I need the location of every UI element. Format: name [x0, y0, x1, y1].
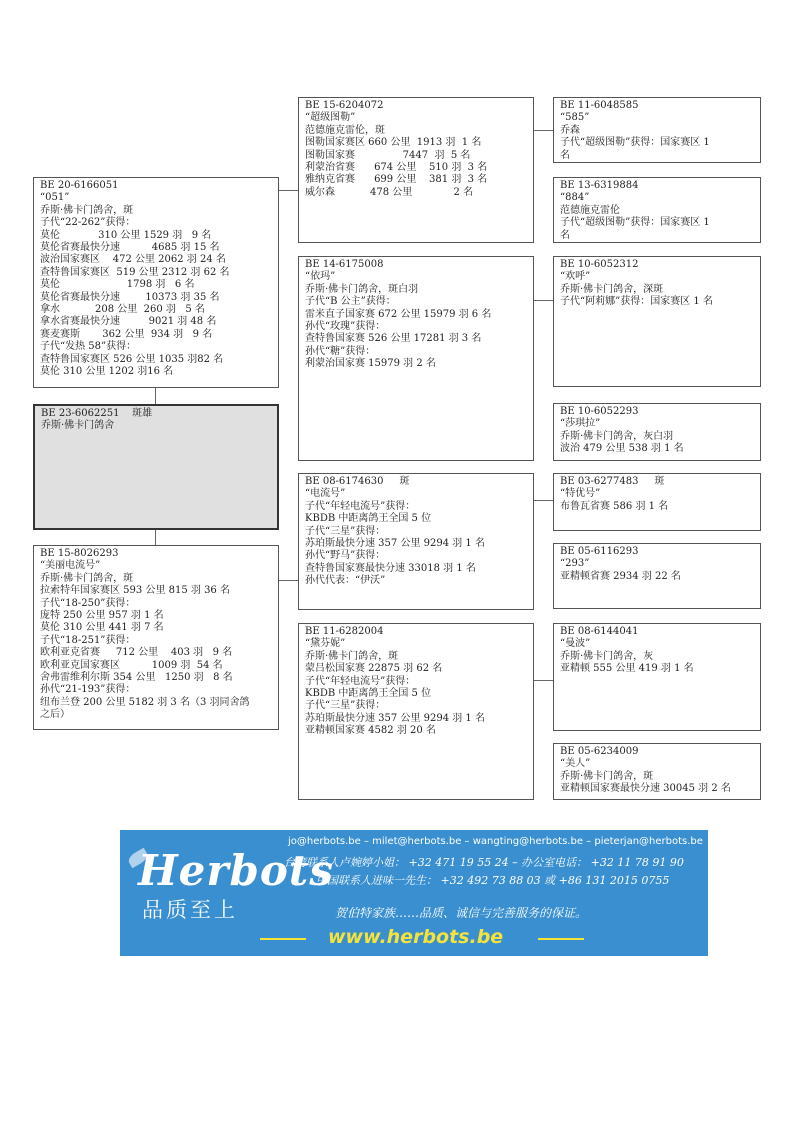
record-line: 子代“超级图勒”获得：国家赛区 1: [560, 137, 710, 149]
record-line: 孙代“野马”获得：: [305, 550, 386, 562]
record-line: 乔斯·佛卡门鸽舍，斑: [560, 770, 654, 782]
record-line: KBDB 中距离鸽王全国 5 位: [305, 688, 432, 700]
record-line: “293”: [560, 558, 590, 570]
ring-number: BE 23-6062251 斑雄: [41, 408, 153, 419]
record-line: “黛芬妮”: [305, 638, 346, 650]
china-contact: 中国联系人进味一先生： +32 492 73 88 03 或 +86 131 2015 0755: [316, 874, 670, 887]
record-line: 雅纳克省赛 699 公里 381 羽 3 名: [305, 174, 488, 186]
dam-box: [33, 545, 279, 730]
ring-number: BE 08-6144041: [560, 626, 639, 637]
record-line: 查特鲁国家赛最快分速 33018 羽 1 名: [305, 562, 476, 574]
record-line: 乔斯·佛卡门鸽舍，斑白羽: [305, 283, 419, 295]
record-line: 欧利亚克省赛 712 公里 403 羽 9 名: [40, 647, 233, 659]
ring-number: BE 08-6174630 斑: [305, 476, 410, 487]
record-line: 乔森: [560, 124, 580, 136]
record-line: 乔斯·佛卡门鸽舍，斑: [305, 650, 399, 662]
record-line: 名: [560, 149, 570, 161]
decorative-rule: [538, 938, 584, 940]
slogan: 品质至上: [142, 898, 238, 922]
connector-line: [533, 680, 553, 681]
ancestor-box: [553, 743, 761, 800]
grandsire-maternal-box: [298, 473, 534, 610]
record-line: 苏珀斯最快分速 357 公里 9294 羽 1 名: [305, 712, 485, 724]
ancestor-box: [553, 177, 761, 243]
record-line: 拿水省赛最快分速 9021 羽 48 名: [40, 316, 217, 328]
ring-number: BE 13-6319884: [560, 180, 639, 191]
ring-number: BE 15-6204072: [305, 100, 384, 111]
record-line: 图勒国家赛区 660 公里 1913 羽 1 名: [305, 137, 482, 149]
record-line: “超级图勒”: [305, 112, 356, 124]
record-line: 乔斯·佛卡门鸽舍，斑: [40, 204, 134, 216]
herbots-banner: [120, 830, 708, 956]
ring-number: BE 15-8026293: [40, 548, 119, 559]
connector-line: [155, 530, 156, 545]
record-line: KBDB 中距离鸽王全国 5 位: [305, 513, 432, 525]
ancestor-box: [553, 403, 761, 461]
ancestor-box: [553, 543, 761, 609]
record-line: 亚精顿 555 公里 419 羽 1 名: [560, 663, 694, 675]
record-line: 苏珀斯最快分速 357 公里 9294 羽 1 名: [305, 538, 485, 550]
record-line: 莫伦省赛最快分速 4685 羽 15 名: [40, 242, 220, 254]
ring-number: BE 03-6277483 斑: [560, 476, 665, 487]
record-line: 拉索特年国家赛区 593 公里 815 羽 36 名: [40, 585, 230, 597]
record-line: 子代“18-251”获得：: [40, 634, 136, 646]
email-list[interactable]: jo@herbots.be – milet@herbots.be – wangting@herbots.be – pieterjan@herbots.be: [288, 836, 703, 847]
record-line: “585”: [560, 112, 590, 124]
record-line: 孙代“糖”获得：: [305, 345, 376, 357]
record-line: 舍弗雷维利尔斯 354 公里 1250 羽 8 名: [40, 672, 233, 684]
record-line: 纽布兰登 200 公里 5182 羽 3 名（3 羽同舍鸽: [40, 696, 250, 708]
record-line: 莫伦 310 公里 1202 羽16 名: [40, 366, 174, 378]
sire-box: [33, 177, 279, 388]
record-line: 波治 479 公里 538 羽 1 名: [560, 443, 684, 455]
record-line: 蒙吕松国家赛 22875 羽 62 名: [305, 663, 443, 675]
record-line: 子代“年轻电流号”获得：: [305, 500, 416, 512]
ring-number: BE 05-6234009: [560, 746, 639, 757]
record-line: 乔斯·佛卡门鸽舍，深斑: [560, 283, 664, 295]
ring-number: BE 20-6166051: [40, 180, 119, 191]
record-line: “051”: [40, 192, 70, 204]
record-line: 查特鲁国家赛 526 公里 17281 羽 3 名: [305, 333, 482, 345]
record-line: 孙代代表：“伊沃”: [305, 575, 386, 587]
ring-number: BE 11-6282004: [305, 626, 384, 637]
connector-line: [278, 190, 298, 191]
record-line: 子代“B 公主”获得：: [305, 296, 396, 308]
ring-number: BE 11-6048585: [560, 100, 639, 111]
subject-box: [33, 404, 279, 530]
record-line: 波治国家赛区 472 公里 2062 羽 24 名: [40, 254, 226, 266]
record-line: “依玛”: [305, 271, 336, 283]
ring-number: BE 14-6175008: [305, 259, 384, 270]
record-line: 赛麦赛斯 362 公里 934 羽 9 名: [40, 328, 213, 340]
connector-line: [278, 580, 298, 581]
record-line: 欧利亚克国家赛区 1009 羽 54 名: [40, 659, 223, 671]
decorative-rule: [260, 938, 306, 940]
ring-number: BE 05-6116293: [560, 546, 639, 557]
record-line: 利蒙治国家赛 15979 羽 2 名: [305, 358, 436, 370]
record-line: 莫伦 310 公里 1529 羽 9 名: [40, 229, 212, 241]
record-line: 子代“三星”获得：: [305, 700, 386, 712]
record-line: 孙代“玫瑰”获得：: [305, 321, 386, 333]
connector-line: [533, 500, 553, 501]
tagline: 贺伯特家族……品质、诚信与完善服务的保证。: [335, 906, 588, 920]
ancestor-box: [553, 256, 761, 387]
record-line: 乔斯·佛卡门鸽舍: [41, 420, 115, 432]
ring-number: BE 10-6052293: [560, 406, 639, 417]
ancestor-box: [553, 473, 761, 531]
record-line: “884”: [560, 192, 590, 204]
ring-number: BE 10-6052312: [560, 259, 639, 270]
record-line: 子代“发热 58”获得：: [40, 341, 137, 353]
record-line: 莫伦 310 公里 441 羽 7 名: [40, 622, 164, 634]
record-line: 子代“年轻电流号”获得：: [305, 675, 416, 687]
record-line: 亚精顿国家赛最快分速 30045 羽 2 名: [560, 783, 731, 795]
record-line: “欢呼”: [560, 271, 591, 283]
record-line: 乔斯·佛卡门鸽舍，斑: [40, 572, 134, 584]
taiwan-contact: 台湾联系人卢婉婷小姐： +32 471 19 55 24 – 办公室电话： +32 11 78 91 90: [284, 856, 684, 869]
record-line: 亚精顿省赛 2934 羽 22 名: [560, 570, 681, 582]
record-line: 名: [560, 229, 570, 241]
record-line: 威尔森 478 公里 2 名: [305, 186, 474, 198]
record-line: “电流号”: [305, 488, 346, 500]
record-line: 庞特 250 公里 957 羽 1 名: [40, 610, 164, 622]
grandsire-paternal-box: [298, 97, 534, 243]
record-line: 之后）: [40, 709, 70, 721]
record-line: 拿水 208 公里 260 羽 5 名: [40, 304, 205, 316]
record-line: “特优号”: [560, 488, 601, 500]
herbots-logo: Herbots: [138, 846, 334, 895]
record-line: 乔斯·佛卡门鸽舍，灰白羽: [560, 430, 674, 442]
record-line: “曼波”: [560, 638, 591, 650]
record-line: 范德施克雷伦: [560, 204, 620, 216]
ancestor-box: [553, 623, 761, 731]
record-line: 雷米直子国家赛 672 公里 15979 羽 6 名: [305, 308, 492, 320]
connector-line: [155, 388, 156, 404]
record-line: 莫伦省赛最快分速 10373 羽 35 名: [40, 291, 220, 303]
record-line: “莎琪拉”: [560, 418, 601, 430]
record-line: 范德施克雷伦，斑: [305, 124, 385, 136]
granddam-maternal-box: [298, 623, 534, 800]
ancestor-box: [553, 97, 761, 163]
record-line: 子代“阿莉娜”获得：国家赛区 1 名: [560, 296, 713, 308]
connector-line: [533, 300, 553, 301]
record-line: 乔斯·佛卡门鸽舍，灰: [560, 650, 654, 662]
record-line: 查特鲁国家赛区 526 公里 1035 羽82 名: [40, 353, 224, 365]
record-line: 亚精顿国家赛 4582 羽 20 名: [305, 725, 436, 737]
record-line: “美丽电流号”: [40, 560, 101, 572]
record-line: 子代“超级图勒”获得：国家赛区 1: [560, 217, 710, 229]
record-line: 子代“18-250”获得：: [40, 597, 136, 609]
record-line: 查特鲁国家赛区 519 公里 2312 羽 62 名: [40, 266, 230, 278]
website-link[interactable]: www.herbots.be: [328, 926, 504, 948]
record-line: 子代“22-262”获得：: [40, 217, 136, 229]
record-line: 孙代“21-193”获得：: [40, 684, 136, 696]
granddam-paternal-box: [298, 256, 534, 461]
record-line: 图勒国家赛 7447 羽 5 名: [305, 149, 471, 161]
record-line: 布鲁瓦省赛 586 羽 1 名: [560, 500, 669, 512]
record-line: 子代“三星”获得：: [305, 525, 386, 537]
record-line: 莫伦 1798 羽 6 名: [40, 279, 195, 291]
record-line: 利蒙治省赛 674 公里 510 羽 3 名: [305, 162, 488, 174]
record-line: “美人”: [560, 758, 591, 770]
connector-line: [533, 130, 553, 131]
